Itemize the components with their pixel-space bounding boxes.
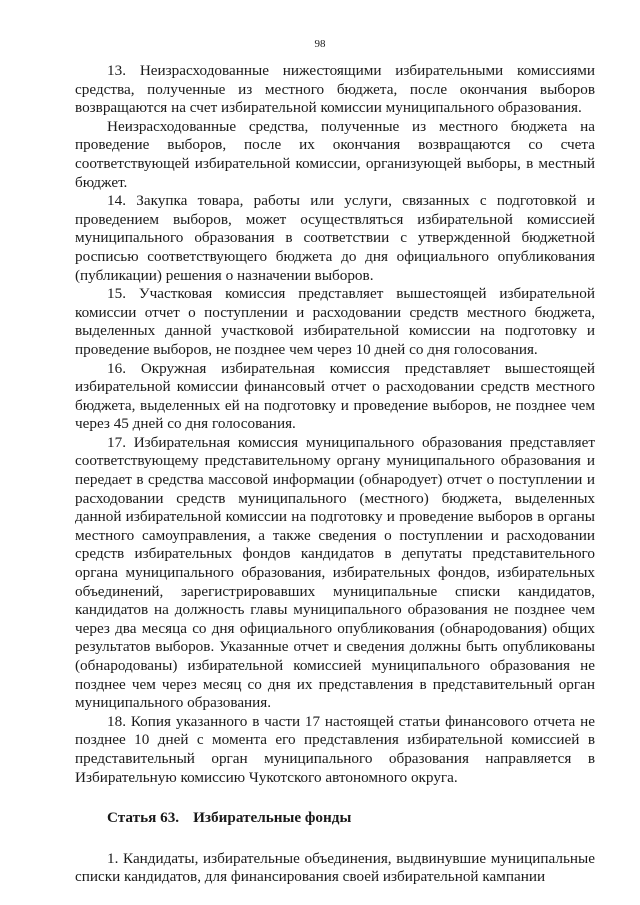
page-number: 98 xyxy=(314,38,326,50)
paragraph-15: 15. Участковая комиссия представляет вышестоящей избирательной комиссии отчет о поступлении и расходовании средств местного бюджета, выделенных данной участковой избирательной комиссии на подготовку и проведение выборов, не позднее чем через 10 дней со дня голосования. xyxy=(75,285,595,358)
paragraph-18: 18. Копия указанного в части 17 настоящей статьи финансового отчета не позднее 10 дней с момента его представления избирательной комиссией в представительный орган муниципального образования направляется в Избирательную комиссию Чукотского автономного округа. xyxy=(75,712,595,786)
paragraph-17: 17. Избирательная комиссия муниципального образования представляет соответствующему представительному органу муниципального образования и передает в средства массовой информации (обнародует) отчет о поступлении и расходовании средств муниципального (местного) бюджета, выделенных данной избирательной комиссии на подготовку и проведение выборов в органы местного самоуправления, а также сведения о поступлении и расходовании средств избирательных фондов кандидатов в депутаты представительного органа муниципального образования, избирательных фондов, избирательных объединений, зарегистрировавших муниципальные списки кандидатов, кандидатов на должность главы муниципального образования не позднее чем через два месяца со дня официального опубликования (обнародования) общих результатов выборов. Указанные отчет и сведения должны быть опубликованы (обнародованы) избирательной комиссией муниципального образования не позднее чем через месяц со дня их представления в представительный орган муниципального образования. xyxy=(75,433,595,712)
paragraph-16: 16. Окружная избирательная комиссия представляет вышестоящей избирательной комиссии финансовый отчет о расходовании средств местного бюджета, выделенных ей на подготовку и проведение выборов, не позднее чем через 45 дней со дня голосования. xyxy=(75,359,595,433)
article-title: Избирательные фонды xyxy=(193,809,352,827)
article-number: Статья 63. xyxy=(107,809,180,827)
paragraph-13: 13. Неизрасходованные нижестоящими избирательными комиссиями средства, полученные из местного бюджета, после окончания выборов возвращаются на счет избирательной комиссии муниципального образования. xyxy=(75,62,595,117)
article-heading xyxy=(75,809,595,828)
paragraph-13-continued: Неизрасходованные средства, полученные из местного бюджета на проведение выборов, после их окончания возвращаются со счета соответствующей избирательной комиссии, организующей выборы, в местный бюджет. xyxy=(75,117,595,191)
article-63-paragraph-1: 1. Кандидаты, избирательные объединения, выдвинувшие муниципальные списки кандидатов, для финансирования своей избирательной кампании xyxy=(75,849,595,886)
document-body xyxy=(75,62,595,887)
paragraph-14: 14. Закупка товара, работы или услуги, связанных с подготовкой и проведением выборов, может осуществляться избирательной комиссией муниципального образования в соответствии с утвержденной бюджетной росписью соответствующего бюджета до дня официального опубликования (публикации) решения о назначении выборов. xyxy=(75,192,595,284)
